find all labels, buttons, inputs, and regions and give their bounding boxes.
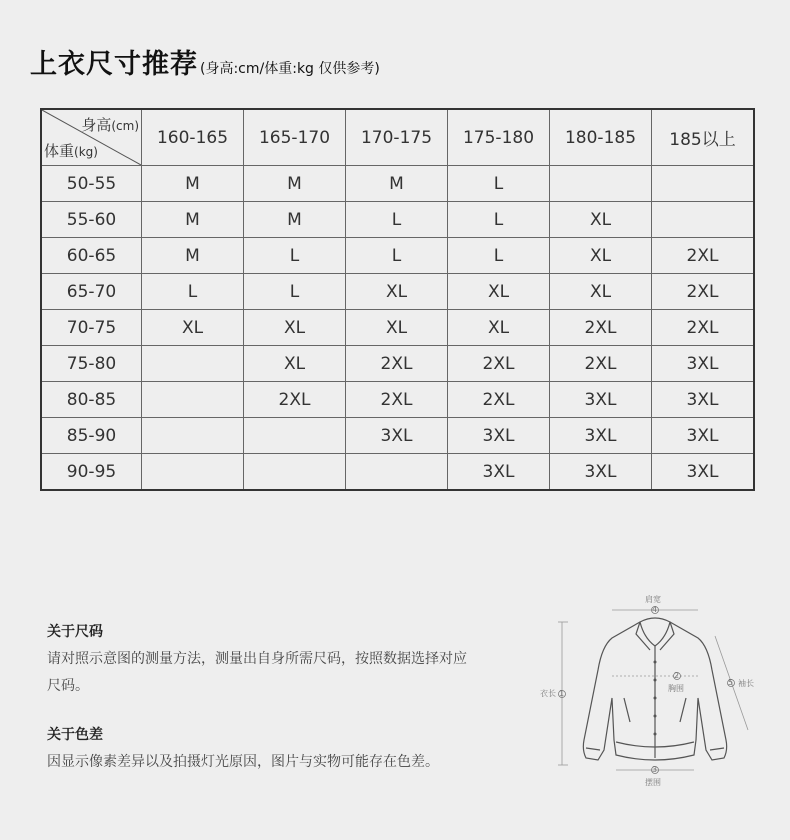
header-height-range: 180-185 [550,109,652,166]
size-cell: 3XL [448,418,550,454]
table-row [41,382,754,418]
size-table [40,108,755,491]
size-cell: 2XL [346,346,448,382]
size-cell: XL [244,346,346,382]
size-cell: M [142,202,244,238]
size-cell: L [244,274,346,310]
size-cell: M [244,202,346,238]
size-cell: M [142,166,244,202]
header-height-range: 160-165 [142,109,244,166]
size-cell: XL [448,310,550,346]
size-cell: 2XL [448,382,550,418]
size-cell [244,454,346,491]
row-weight-range: 55-60 [41,202,142,238]
size-cell: 2XL [652,310,755,346]
size-cell: XL [244,310,346,346]
title-subtitle: (身高:cm/体重:kg 仅供参考) [200,61,380,77]
size-cell: XL [550,202,652,238]
size-cell [142,454,244,491]
size-cell: L [448,238,550,274]
label-num-3: 3 [652,765,658,774]
label-hem: 摆围 [645,778,661,787]
size-cell: 2XL [652,238,755,274]
size-cell: XL [346,274,448,310]
size-cell [142,346,244,382]
size-cell: 2XL [550,346,652,382]
about-size-text: 请对照示意图的测量方法，测量出自身所需尺码，按照数据选择对应尺码。 [47,651,467,694]
table-row [41,202,754,238]
label-chest: 胸围 [668,684,684,693]
about-color-text: 因显示像素差异以及拍摄灯光原因，图片与实物可能存在色差。 [47,754,439,770]
size-cell: 2XL [652,274,755,310]
table-row [41,454,754,491]
size-cell: 2XL [448,346,550,382]
row-weight-range: 75-80 [41,346,142,382]
row-weight-range: 85-90 [41,418,142,454]
label-num-1: 1 [559,689,565,698]
size-cell: L [142,274,244,310]
size-cell: 3XL [652,418,755,454]
label-num-2: 2 [674,671,680,680]
header-height-range: 175-180 [448,109,550,166]
label-num-5: 5 [728,678,734,687]
size-cell: XL [550,238,652,274]
table-row [41,418,754,454]
table-corner-cell [41,109,142,166]
about-size-title: 关于尺码 [47,624,103,640]
table-row [41,166,754,202]
size-cell: 3XL [652,454,755,491]
size-cell: 2XL [346,382,448,418]
size-cell: 3XL [448,454,550,491]
size-cell: XL [448,274,550,310]
size-cell: M [346,166,448,202]
size-cell: XL [550,274,652,310]
size-cell [142,418,244,454]
size-cell: M [244,166,346,202]
page-title [30,42,380,81]
row-weight-range: 70-75 [41,310,142,346]
size-cell: L [346,238,448,274]
table-row [41,238,754,274]
size-cell [652,166,755,202]
size-cell [550,166,652,202]
size-cell: 3XL [346,418,448,454]
header-height-range: 170-175 [346,109,448,166]
row-weight-range: 60-65 [41,238,142,274]
table-row [41,310,754,346]
size-cell [652,202,755,238]
corner-weight-label: 体重(kg) [44,142,98,160]
jacket-measurement-diagram [540,590,770,795]
table-row [41,274,754,310]
size-cell: XL [346,310,448,346]
label-sleeve: 袖长 [738,679,754,688]
label-num-4: 4 [652,605,658,614]
row-weight-range: 65-70 [41,274,142,310]
table-row [41,346,754,382]
size-cell: L [448,202,550,238]
label-shoulder: 肩宽 [645,595,661,604]
size-cell: L [448,166,550,202]
size-cell: 3XL [652,346,755,382]
size-cell: M [142,238,244,274]
corner-height-label: 身高(cm) [81,116,139,134]
label-length: 衣长 [540,689,556,698]
about-color-title: 关于色差 [47,727,103,743]
row-weight-range: 50-55 [41,166,142,202]
header-height-range: 185以上 [652,109,755,166]
size-cell: 3XL [550,382,652,418]
size-cell [244,418,346,454]
size-cell: 3XL [550,454,652,491]
row-weight-range: 80-85 [41,382,142,418]
size-cell: 3XL [652,382,755,418]
table-header-row [41,109,754,166]
size-cell: 2XL [550,310,652,346]
size-cell: L [346,202,448,238]
header-height-range: 165-170 [244,109,346,166]
title-main: 上衣尺寸推荐 [30,49,198,80]
size-cell: 2XL [244,382,346,418]
size-cell: 3XL [550,418,652,454]
size-cell: L [244,238,346,274]
row-weight-range: 90-95 [41,454,142,491]
size-cell [346,454,448,491]
size-cell: XL [142,310,244,346]
size-cell [142,382,244,418]
